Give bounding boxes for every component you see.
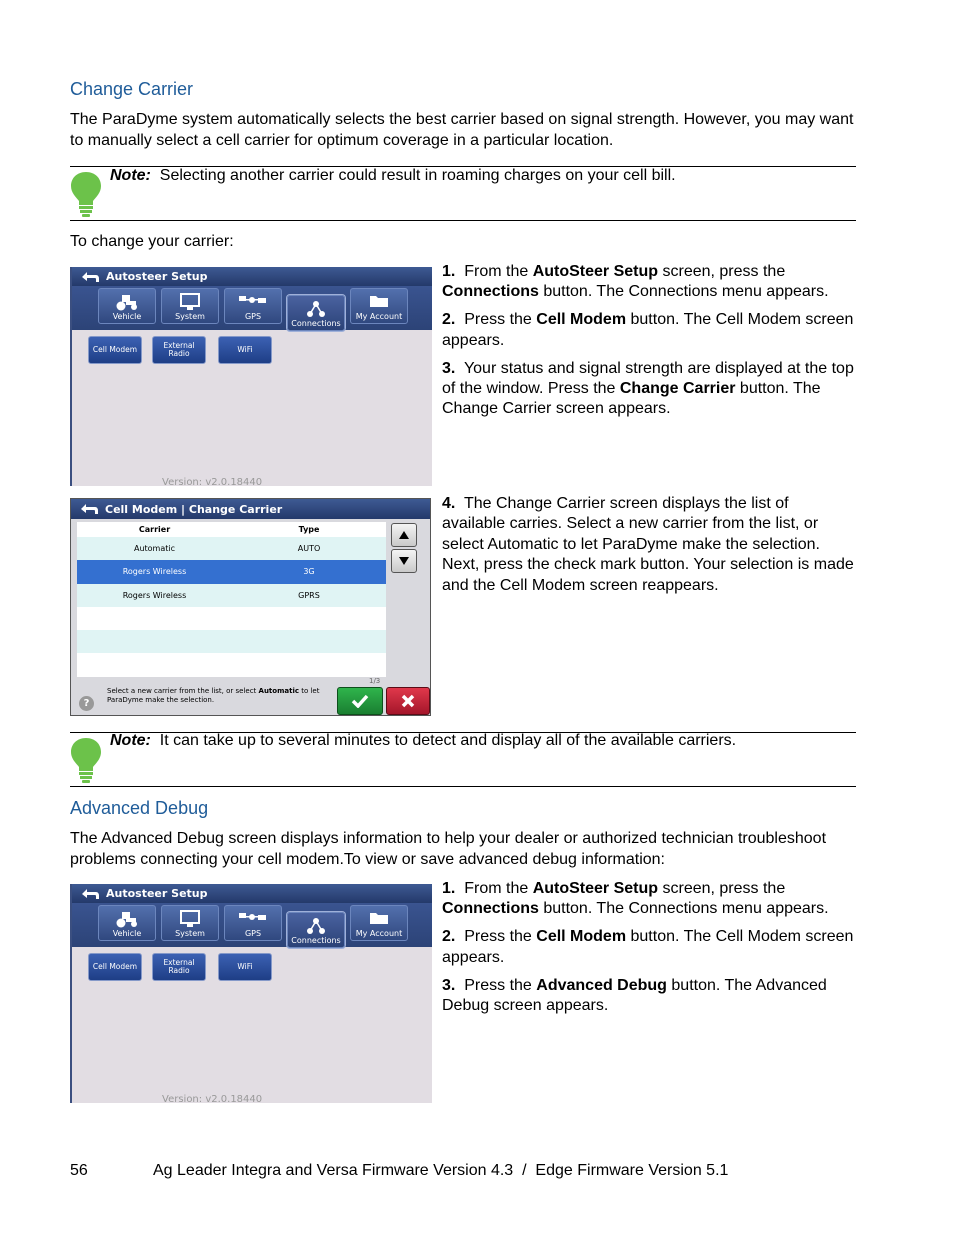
tab-my-account[interactable]	[350, 905, 408, 941]
tab-label: My Account	[355, 312, 403, 321]
table-row-empty	[77, 607, 386, 630]
screen-titlebar	[72, 884, 432, 903]
autosteer-setup-screenshot-2	[70, 884, 432, 1103]
tab-vehicle[interactable]	[98, 905, 156, 941]
note-label: Note:	[110, 732, 151, 749]
cell-modem-button[interactable]: Cell Modem	[88, 953, 142, 981]
table-row[interactable]: Automatic AUTO	[77, 537, 386, 560]
tab-system[interactable]	[161, 288, 219, 324]
tab-bar	[72, 286, 432, 330]
tab-label: Vehicle	[112, 929, 142, 938]
tab-gps[interactable]	[224, 905, 282, 941]
folder-icon	[368, 910, 390, 926]
col-type: Type	[298, 525, 320, 534]
tab-label: Connections	[291, 319, 341, 328]
wifi-button[interactable]: WiFi	[218, 953, 272, 981]
tab-label: System	[175, 312, 205, 321]
carrier-table	[77, 522, 386, 677]
cancel-button[interactable]	[386, 687, 430, 715]
tab-vehicle[interactable]	[98, 288, 156, 324]
page-number: 56	[70, 1162, 88, 1179]
scroll-up-button[interactable]	[391, 523, 417, 547]
lightbulb-icon	[69, 736, 103, 784]
back-arrow-icon[interactable]	[80, 271, 100, 283]
tab-system[interactable]	[161, 905, 219, 941]
network-icon	[306, 917, 326, 935]
satellite-icon	[238, 910, 268, 924]
tab-bar	[72, 903, 432, 947]
network-icon	[306, 300, 326, 318]
scroll-down-button[interactable]	[391, 549, 417, 573]
satellite-icon	[238, 293, 268, 307]
tab-label: GPS	[244, 312, 262, 321]
close-icon	[401, 694, 415, 708]
col-carrier: Carrier	[138, 525, 171, 534]
tab-label: Connections	[291, 936, 341, 945]
footer-title: Ag Leader Integra and Versa Firmware Version 4.3 / Edge Firmware Version 5.1	[153, 1162, 729, 1179]
version-label: Version: v2.0.18440	[162, 1094, 263, 1103]
step-2: 2. Press the Cell Modem button. The Cell Modem screen appears.	[442, 311, 854, 349]
cell-modem-button[interactable]: Cell Modem	[88, 336, 142, 364]
monitor-icon	[179, 293, 201, 311]
note-text: Selecting another carrier could result in roaming charges on your cell bill.	[159, 167, 676, 184]
back-arrow-icon[interactable]	[79, 503, 99, 515]
screen-title: Autosteer Setup	[106, 887, 208, 900]
arrow-up-icon	[398, 530, 410, 540]
checkmark-icon	[351, 694, 369, 708]
tractor-icon	[114, 910, 140, 928]
external-radio-button[interactable]: External Radio	[152, 953, 206, 981]
autosteer-setup-screenshot	[70, 267, 432, 486]
step-3: 3. Your status and signal strength are displayed at the top of the window. Press the Change Carrier button. The Change Carrier screen appears.	[442, 359, 854, 418]
back-arrow-icon[interactable]	[80, 888, 100, 900]
tab-connections[interactable]	[287, 295, 345, 331]
note-label: Note:	[110, 167, 151, 184]
tab-label: GPS	[244, 929, 262, 938]
steps-change-carrier	[442, 262, 862, 427]
intro-paragraph: The ParaDyme system automatically selects the best carrier based on signal strength. However, you may want to manually select a cell carrier for optimum coverage in a particular location.	[70, 111, 854, 149]
steps-advanced-debug	[442, 879, 862, 1024]
table-row-empty	[77, 630, 386, 653]
change-carrier-screenshot	[70, 498, 431, 716]
tab-gps[interactable]	[224, 288, 282, 324]
screen-title: Autosteer Setup	[106, 270, 208, 283]
step-1: 1. From the AutoSteer Setup screen, press the Connections button. The Connections menu appears.	[442, 263, 829, 301]
note-bottom-rule	[70, 220, 856, 221]
lead-text: To change your carrier:	[70, 233, 234, 250]
tab-label: System	[175, 929, 205, 938]
tab-label: My Account	[355, 929, 403, 938]
screen-titlebar	[71, 499, 430, 519]
table-row[interactable]: Rogers Wireless GPRS	[77, 584, 386, 607]
table-row-selected[interactable]: Rogers Wireless 3G	[77, 560, 386, 583]
folder-icon	[368, 293, 390, 309]
tab-label: Vehicle	[112, 312, 142, 321]
screen-title: Cell Modem | Change Carrier	[105, 502, 283, 516]
step-3: 3. Press the Advanced Debug button. The Advanced Debug screen appears.	[442, 976, 827, 1015]
arrow-down-icon	[398, 556, 410, 566]
table-row-empty	[77, 653, 386, 676]
screen-titlebar	[72, 267, 432, 286]
confirm-button[interactable]	[337, 687, 383, 715]
table-header	[77, 522, 386, 537]
version-label: Version: v2.0.18440	[162, 477, 263, 486]
monitor-icon	[179, 910, 201, 928]
note2-bottom-rule	[70, 786, 856, 787]
section-heading-change-carrier: Change Carrier	[70, 79, 194, 99]
step-4: 4. The Change Carrier screen displays the list of available carries. Select a new carrier from the list, or select Automatic to let ParaDyme make the selection. Next, press the check mark button. Your selection is made and the Cell Modem screen reappears.	[442, 495, 854, 594]
hint-text: Select a new carrier from the list, or select Automatic to let ParaDyme make the selection.	[107, 687, 320, 704]
help-icon[interactable]: ?	[79, 696, 94, 711]
step-1: 1. From the AutoSteer Setup screen, press the Connections button. The Connections menu appears.	[442, 880, 829, 918]
wifi-button[interactable]: WiFi	[218, 336, 272, 364]
advanced-debug-intro: The Advanced Debug screen displays information to help your dealer or authorized technician troubleshoot problems connecting your cell modem.To view or save advanced debug information:	[70, 830, 827, 868]
external-radio-button[interactable]: External Radio	[152, 336, 206, 364]
tab-connections[interactable]	[287, 912, 345, 948]
step-2: 2. Press the Cell Modem button. The Cell Modem screen appears.	[442, 928, 854, 966]
note-2	[110, 731, 736, 751]
note-text: It can take up to several minutes to detect and display all of the available carriers.	[159, 732, 737, 749]
tab-my-account[interactable]	[350, 288, 408, 324]
note-1	[110, 166, 676, 186]
page-indicator: 1/3	[369, 677, 381, 685]
section-heading-advanced-debug: Advanced Debug	[70, 798, 209, 818]
tractor-icon	[114, 293, 140, 311]
lightbulb-icon	[69, 170, 103, 218]
